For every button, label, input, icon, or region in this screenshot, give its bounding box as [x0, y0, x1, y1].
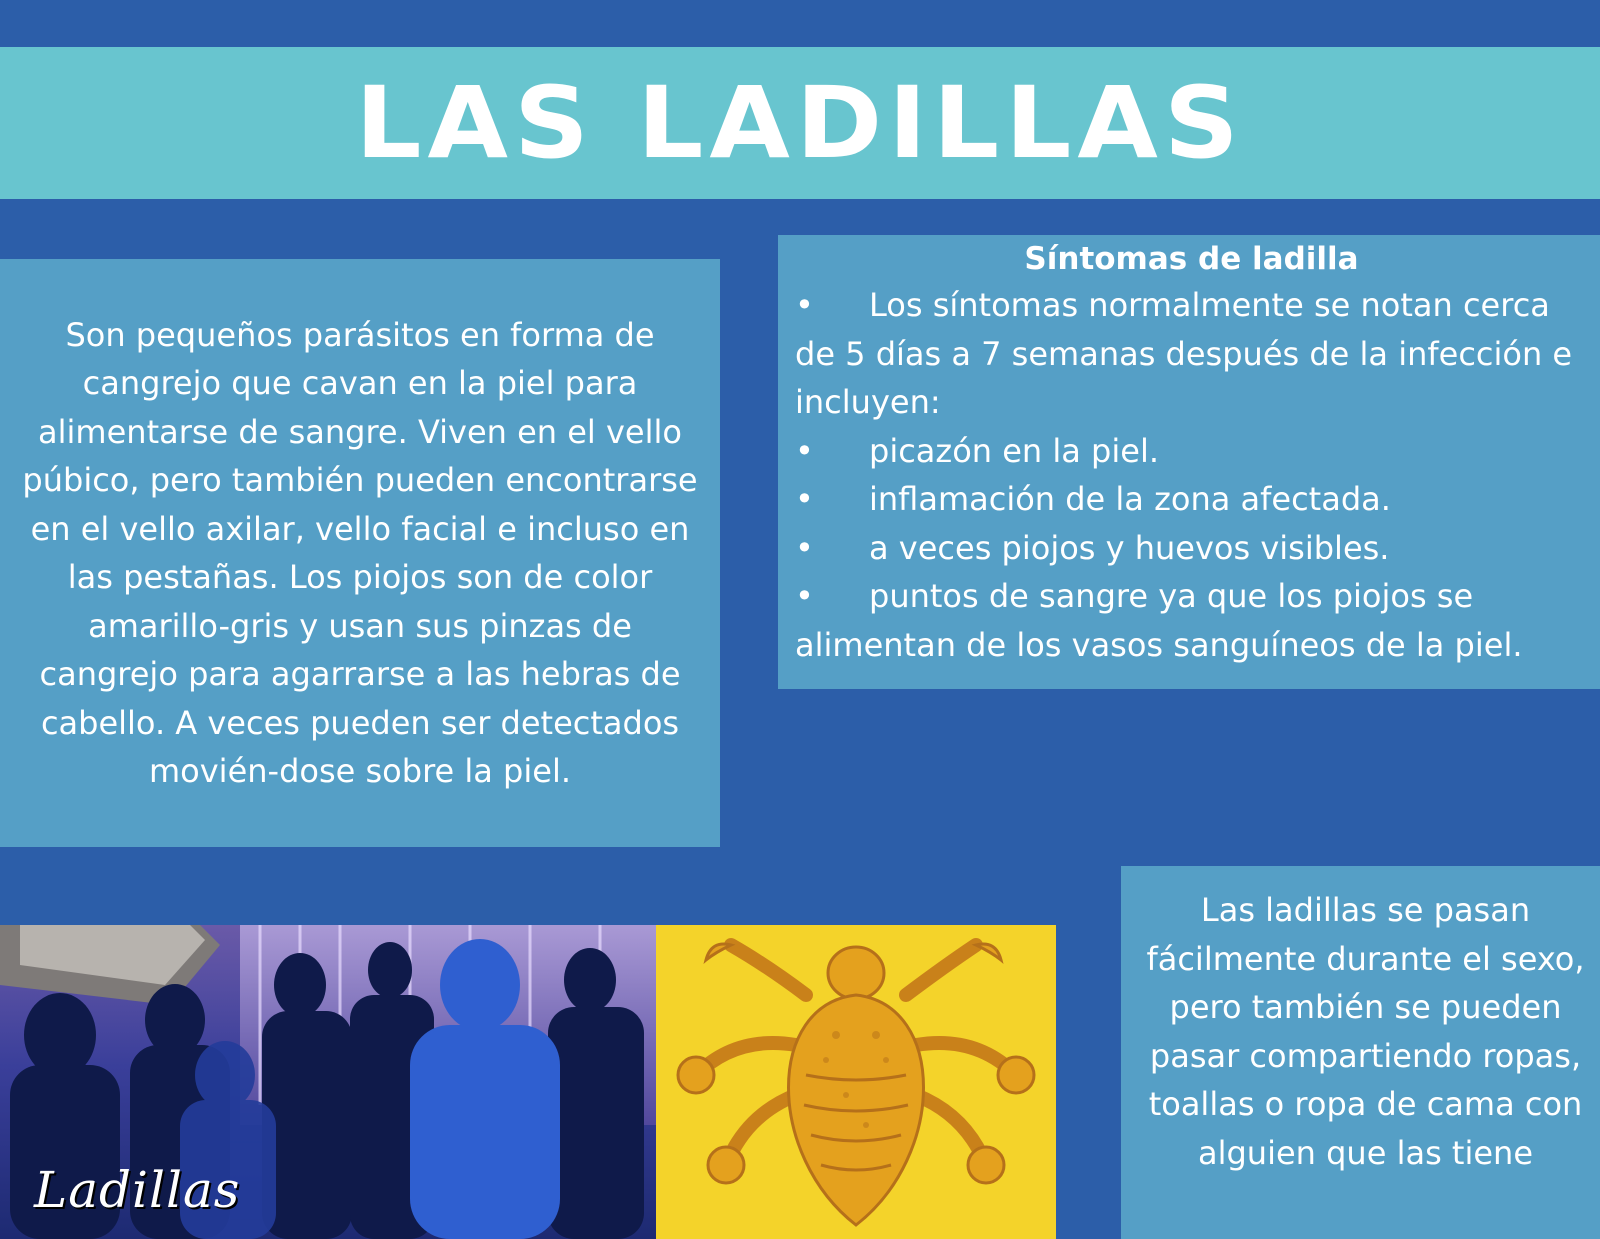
symptom-item [795, 281, 1582, 427]
symptom-item [795, 475, 1582, 524]
symptom-item [795, 524, 1582, 573]
bullet-icon: • [795, 431, 814, 470]
ladillas-logo: Ladillas [34, 1161, 241, 1219]
symptom-text: a veces piojos y huevos visibles. [869, 528, 1390, 567]
symptoms-list [795, 281, 1582, 669]
transmission-panel [1121, 866, 1600, 1239]
symptom-text: picazón en la piel. [869, 431, 1159, 470]
louse-image [656, 925, 1056, 1239]
bullet-icon: • [795, 528, 814, 567]
intro-panel [0, 259, 720, 847]
crowd-photo [0, 925, 656, 1239]
symptoms-panel [778, 235, 1600, 689]
crab-louse-icon [656, 925, 1056, 1239]
page-title: LAS LADILLAS [355, 65, 1245, 181]
bullet-icon: • [795, 480, 814, 518]
bullet-icon: • [795, 286, 814, 324]
symptom-text: Los síntomas normalmente se notan cerca de 5 días a 7 semanas después de la infección e incluyen: [795, 286, 1573, 421]
title-band [0, 47, 1600, 199]
transmission-text: Las ladillas se pasan fácilmente durante el sexo, pero también se pueden pasar compartiendo ropas, toallas o ropa de cama con alguien que las tiene [1146, 891, 1585, 1172]
symptoms-heading: Síntomas de ladilla [1024, 241, 1359, 277]
bullet-icon: • [795, 577, 814, 615]
symptom-text: puntos de sangre ya que los piojos se alimentan de los vasos sanguíneos de la piel. [795, 577, 1523, 664]
symptom-item [795, 427, 1582, 476]
symptom-item [795, 572, 1582, 669]
symptom-text: inflamación de la zona afectada. [869, 480, 1391, 518]
intro-text: Son pequeños parásitos en forma de cangrejo que cavan en la piel para alimentarse de sangre. Viven en el vello púbico, pero también pueden encontrarse en el vello axilar, vello facial e incluso en las pestañas. Los piojos son de color amarillo-gris y usan sus pinzas de cangrejo para agarrarse a las hebras de cabello. A veces pueden ser detectados movién-dose sobre la piel. [22, 315, 698, 790]
